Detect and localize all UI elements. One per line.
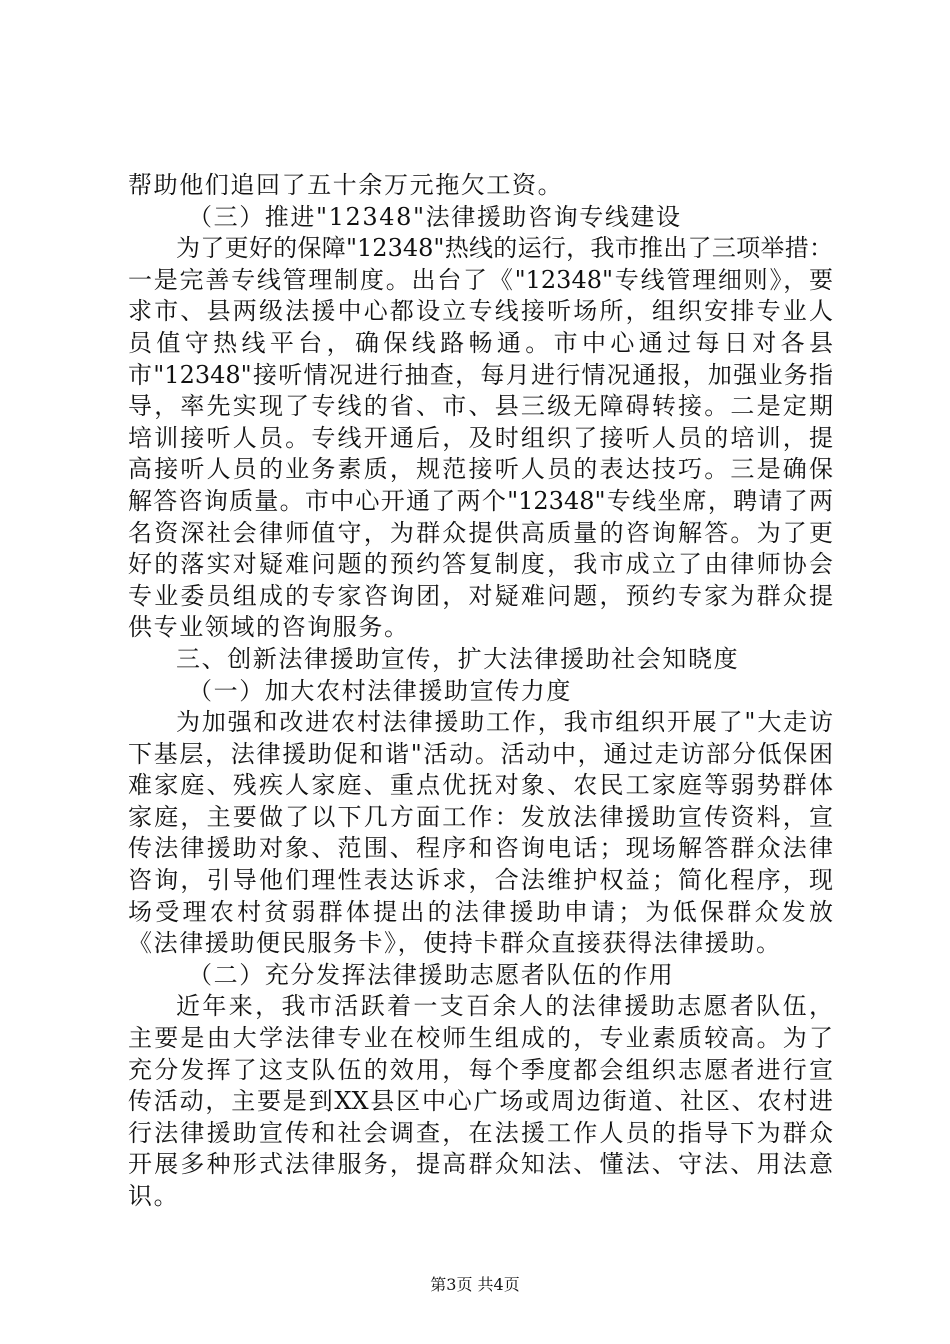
paragraph-line: 一是完善专线管理制度。出台了《"12348"专线管理细则》，要 (128, 265, 833, 294)
section-heading: （二）充分发挥法律援助志愿者队伍的作用 (188, 960, 675, 989)
paragraph-line: 传法律援助对象、范围、程序和咨询电话；现场解答群众法律 (128, 834, 833, 863)
paragraph-line: 场受理农村贫弱群体提出的法律援助申请；为低保群众发放 (128, 897, 833, 926)
paragraph-line: 《法律援助便民服务卡》，使持卡群众直接获得法律援助。 (128, 929, 782, 958)
paragraph-line: 开展多种形式法律服务，提高群众知法、懂法、守法、用法意 (128, 1150, 833, 1179)
paragraph-line: 名资深社会律师值守，为群众提供高质量的咨询解答。为了更 (128, 518, 833, 547)
section-heading: （三）推进"12348"法律援助咨询专线建设 (188, 202, 682, 231)
paragraph-line: 高接听人员的业务素质，规范接听人员的表达技巧。三是确保 (128, 455, 833, 484)
paragraph-line: 充分发挥了这支队伍的效用，每个季度都会组织志愿者进行宣 (128, 1055, 833, 1084)
paragraph-line: 咨询，引导他们理性表达诉求，合法维护权益；简化程序，现 (128, 866, 833, 895)
paragraph-line: 家庭，主要做了以下几方面工作：发放法律援助宣传资料，宣 (128, 802, 833, 831)
paragraph-line: 帮助他们追回了五十余万元拖欠工资。 (128, 171, 564, 199)
chapter-heading: 三、创新法律援助宣传，扩大法律援助社会知晓度 (176, 644, 740, 673)
paragraph-line: 近年来，我市活跃着一支百余人的法律援助志愿者队伍， (176, 992, 833, 1021)
document-body (128, 170, 833, 1213)
paragraph-line: 下基层，法律援助促和谐"活动。活动中，通过走访部分低保困 (128, 739, 833, 768)
paragraph-line: 主要是由大学法律专业在校师生组成的，专业素质较高。为了 (128, 1024, 833, 1053)
paragraph-line: 求市、县两级法援中心都设立专线接听场所，组织安排专业人 (128, 297, 833, 326)
paragraph-line: 导，率先实现了专线的省、市、县三级无障碍转接。二是定期 (128, 392, 833, 421)
paragraph-line: 行法律援助宣传和社会调查，在法援工作人员的指导下为群众 (128, 1118, 833, 1147)
paragraph-line: 识。 (128, 1182, 180, 1210)
paragraph-line: 难家庭、残疾人家庭、重点优抚对象、农民工家庭等弱势群体 (128, 771, 833, 800)
page-number-footer: 第3页 共4页 (430, 1275, 520, 1294)
paragraph-line: 员值守热线平台，确保线路畅通。市中心通过每日对各县 (128, 328, 833, 357)
paragraph-line: 供专业领域的咨询服务。 (128, 613, 410, 642)
section-heading: （一）加大农村法律援助宣传力度 (188, 676, 572, 705)
paragraph-line: 专业委员组成的专家咨询团，对疑难问题，预约专家为群众提 (128, 581, 833, 610)
paragraph-line: 解答咨询质量。市中心开通了两个"12348"专线坐席，聘请了两 (128, 486, 833, 515)
paragraph-line: 好的落实对疑难问题的预约答复制度，我市成立了由律师协会 (128, 550, 833, 579)
paragraph-line: 为了更好的保障"12348"热线的运行，我市推出了三项举措： (176, 234, 833, 263)
paragraph-line: 传活动，主要是到XX县区中心广场或周边街道、社区、农村进 (128, 1087, 833, 1116)
paragraph-line: 培训接听人员。专线开通后，及时组织了接听人员的培训，提 (128, 423, 833, 452)
paragraph-line: 市"12348"接听情况进行抽查，每月进行情况通报，加强业务指 (128, 360, 833, 389)
paragraph-line: 为加强和改进农村法律援助工作，我市组织开展了"大走访 (176, 708, 833, 737)
